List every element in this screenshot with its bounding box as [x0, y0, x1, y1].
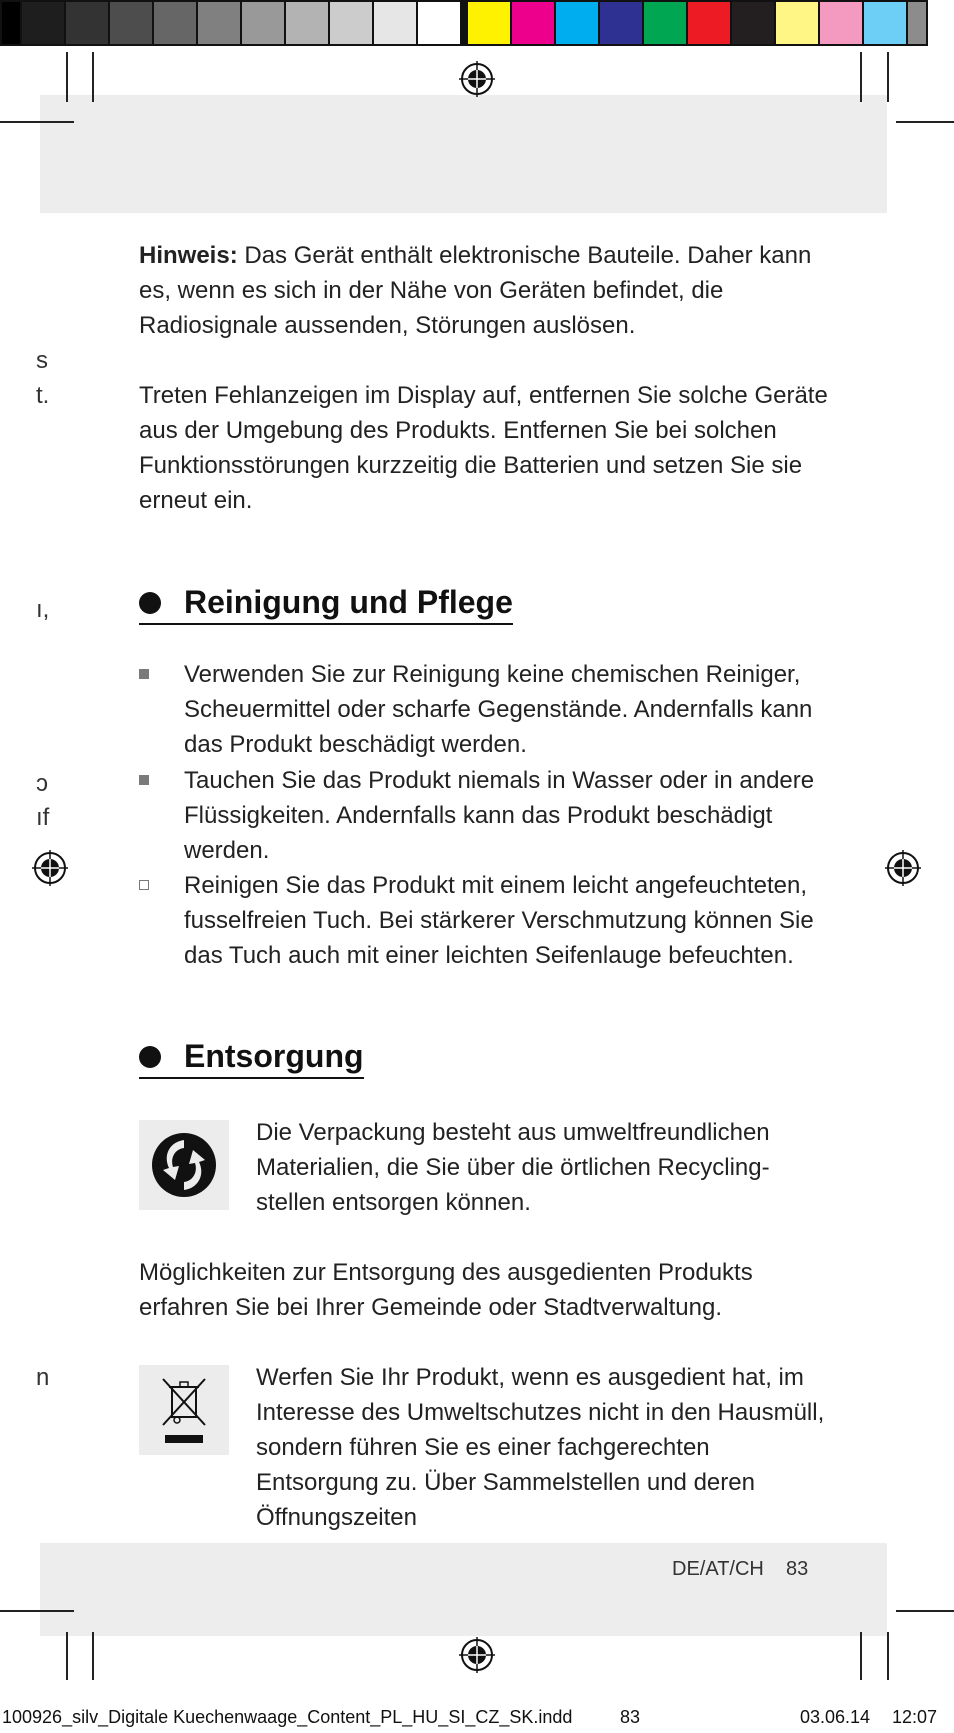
crop-mark — [887, 52, 889, 102]
list-item-text: Reinigen Sie das Produkt mit einem leicht angefeuchteten, fusselfreien Tuch. Bei stärkerer Verschmutzung können Sie das Tuch auch mit einer leichten Seifenlauge befeuchten. — [184, 872, 814, 969]
color-swatch — [330, 0, 374, 46]
green-dot-recycling-icon — [139, 1120, 229, 1210]
color-swatch — [600, 0, 644, 46]
color-swatch — [154, 0, 198, 46]
slug-page: 83 — [620, 1707, 641, 1727]
page-number: 83 — [786, 1558, 809, 1580]
color-swatch — [512, 0, 556, 46]
crossed-out-wheelie-bin-icon — [139, 1365, 229, 1455]
cleaning-heading-text: Reinigung und Pflege — [184, 584, 513, 620]
color-swatch — [556, 0, 600, 46]
disposal-heading-text: Entsorgung — [184, 1038, 364, 1074]
slug-date: 03.06.14 — [800, 1707, 871, 1727]
list-item-text: Verwenden Sie zur Reinigung keine chemischen Reiniger, Scheuermittel oder scharfe Gegenstände. Andernfalls kann das Produkt beschädigt werden. — [184, 661, 813, 758]
registration-mark-icon — [32, 850, 68, 886]
footer-band — [40, 1543, 887, 1636]
disposal-options-text: Möglichkeiten zur Entsorgung des ausgedienten Produkts erfahren Sie bei Ihrer Gemeinde oder Stadtverwaltung. — [139, 1259, 753, 1321]
slug-filename: 100926_silv_Digitale Kuechenwaage_Content_PL_HU_SI_CZ_SK.indd — [2, 1707, 573, 1727]
color-swatch — [820, 0, 864, 46]
color-swatch — [864, 0, 908, 46]
color-swatch — [0, 0, 22, 46]
crop-mark — [887, 1632, 889, 1680]
crop-mark — [860, 1632, 862, 1680]
crop-mark — [896, 121, 954, 123]
crop-mark — [0, 121, 74, 123]
color-swatch — [776, 0, 820, 46]
color-swatch — [66, 0, 110, 46]
color-swatch — [732, 0, 776, 46]
header-band — [40, 95, 887, 213]
color-swatch — [644, 0, 688, 46]
color-swatch — [374, 0, 418, 46]
color-swatch — [242, 0, 286, 46]
note-paragraph — [139, 238, 839, 343]
square-bullet-icon — [139, 669, 149, 679]
color-swatch — [688, 0, 732, 46]
margin-fragment: n — [36, 1364, 50, 1391]
weee-icon-box — [139, 1365, 229, 1455]
list-item — [139, 868, 839, 973]
registration-mark-icon — [885, 850, 921, 886]
slug-time: 12:07 — [892, 1707, 938, 1727]
crop-mark — [92, 52, 94, 102]
display-error-paragraph: Treten Fehlanzeigen im Display auf, entfernen Sie solche Geräte aus der Umgebung des Produkts. Entfernen Sie bei solchen Funktionsstörungen kurzzeitig die Batterien und setzen Sie sie erneut ein. — [139, 382, 828, 514]
crop-mark — [860, 52, 862, 102]
color-calibration-bar — [0, 0, 928, 48]
note-label: Hinweis: — [139, 242, 238, 269]
color-swatch — [110, 0, 154, 46]
color-swatch — [286, 0, 330, 46]
color-swatch — [418, 0, 462, 46]
color-swatch — [198, 0, 242, 46]
margin-fragment: ıf — [36, 804, 50, 831]
square-bullet-icon — [139, 775, 149, 785]
cleaning-heading — [139, 584, 513, 625]
registration-mark-icon — [459, 1637, 495, 1673]
registration-mark-icon — [459, 61, 495, 97]
margin-fragment: ı, — [36, 596, 50, 623]
weee-text: Werfen Sie Ihr Produkt, wenn es ausgedient hat, im Interesse des Umweltschutzes nicht in den Hausmüll, sondern führen Sie es einer fachgerechten Entsorgung zu. Über Sammelstellen und deren Öffnungszeiten — [256, 1364, 825, 1531]
crop-mark — [66, 52, 68, 102]
crop-mark — [0, 1610, 74, 1612]
list-item-text: Tauchen Sie das Produkt niemals in Wasser oder in andere Flüssigkeiten. Andernfalls kann das Produkt beschädigt werden. — [184, 767, 815, 864]
crop-mark — [92, 1632, 94, 1680]
color-swatch — [22, 0, 66, 46]
margin-fragment: s — [36, 347, 48, 374]
crop-mark — [896, 1610, 954, 1612]
packaging-text: Die Verpackung besteht aus umweltfreundlichen Materialien, die Sie über die örtlichen Recycling-stellen entsorgen können. — [256, 1119, 770, 1216]
list-item — [139, 657, 839, 762]
margin-fragment: t. — [36, 382, 50, 409]
margin-fragment: ɔ — [36, 770, 48, 797]
footer-region: DE/AT/CH — [672, 1558, 764, 1580]
bullet-dot-icon — [139, 592, 161, 614]
recycling-icon-box — [139, 1120, 229, 1210]
hollow-square-bullet-icon — [139, 880, 149, 890]
color-swatch — [908, 0, 928, 46]
bullet-dot-icon — [139, 1046, 161, 1068]
note-text: Das Gerät enthält elektronische Bauteile. Daher kann es, wenn es sich in der Nähe von Geräten befindet, die Radiosignale aussenden, Störungen auslösen. — [139, 242, 812, 339]
crop-mark — [66, 1632, 68, 1680]
list-item — [139, 763, 839, 868]
disposal-heading — [139, 1038, 364, 1079]
color-swatch — [468, 0, 512, 46]
